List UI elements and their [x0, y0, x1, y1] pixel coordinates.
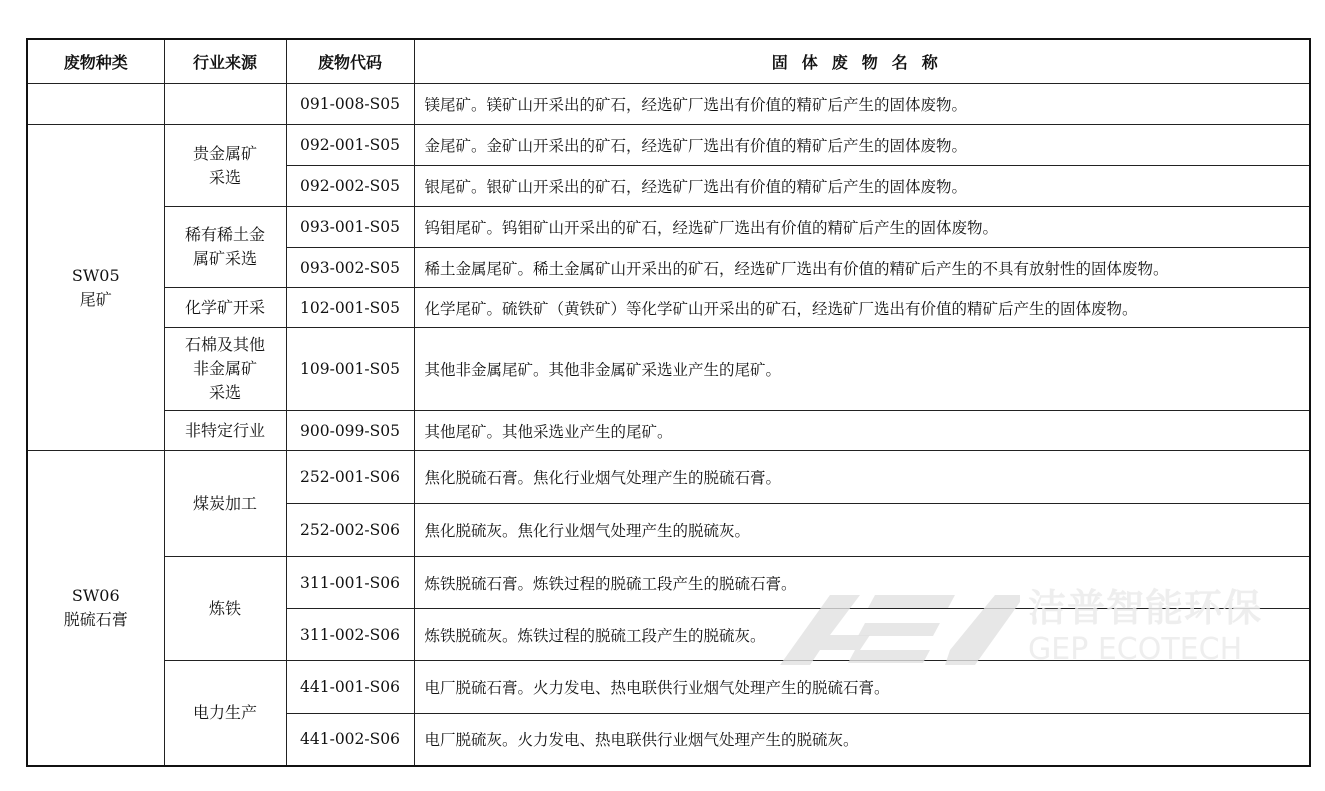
waste-category	[27, 451, 164, 766]
waste-name-text: 其他非金属尾矿。其他非金属矿采选业产生的尾矿。	[424, 361, 782, 379]
waste-code	[286, 557, 414, 609]
waste-name-text: 焦化脱硫灰。焦化行业烟气处理产生的脱硫灰。	[424, 522, 751, 540]
waste-code-text: 441-001-S06	[300, 678, 400, 696]
table-row	[27, 125, 1310, 166]
industry-source	[164, 125, 286, 207]
waste-category	[27, 84, 164, 125]
waste-name	[414, 504, 1310, 557]
waste-name	[414, 557, 1310, 609]
waste-code-text: 311-002-S06	[300, 625, 400, 644]
table-header-row	[27, 39, 1310, 84]
header-code-label: 废物代码	[317, 53, 382, 72]
waste-code-text: 252-002-S06	[300, 521, 400, 539]
header-name	[414, 39, 1310, 84]
waste-code	[286, 166, 414, 207]
industry-source-text: 贵金属矿 采选	[192, 143, 257, 187]
table-row	[27, 411, 1310, 451]
industry-source	[164, 557, 286, 661]
waste-code	[286, 661, 414, 714]
waste-name	[414, 609, 1310, 661]
industry-source	[164, 661, 286, 766]
waste-name-text: 电厂脱硫石膏。火力发电、热电联供行业烟气处理产生的脱硫石膏。	[424, 679, 890, 697]
waste-category	[27, 125, 164, 451]
watermark-cn: 洁普智能环保	[1028, 586, 1263, 630]
table-row	[27, 328, 1310, 411]
waste-code-text: 093-002-S05	[300, 258, 400, 277]
waste-code-text: 109-001-S05	[300, 360, 400, 378]
waste-name-text: 电厂脱硫灰。火力发电、热电联供行业烟气处理产生的脱硫灰。	[424, 731, 859, 750]
waste-name-text: 钨钼尾矿。钨钼矿山开采出的矿石，经选矿厂选出有价值的精矿后产生的固体废物。	[424, 219, 999, 237]
waste-code	[286, 411, 414, 451]
waste-code-text: 311-001-S06	[300, 573, 400, 592]
waste-code-text: 093-001-S05	[300, 218, 400, 236]
waste-name-text: 化学尾矿。硫铁矿（黄铁矿）等化学矿山开采出的矿石，经选矿厂选出有价值的精矿后产生的固体废物。	[424, 299, 1138, 318]
header-source-label: 行业来源	[192, 53, 257, 72]
waste-name-text: 镁尾矿。镁矿山开采出的矿石，经选矿厂选出有价值的精矿后产生的固体废物。	[424, 96, 968, 114]
industry-source	[164, 288, 286, 328]
watermark-en: GEP ECOTECH	[1028, 632, 1243, 667]
industry-source	[164, 207, 286, 288]
industry-source-text: 稀有稀土金 属矿采选	[184, 225, 265, 268]
waste-code	[286, 714, 414, 766]
waste-code-text: 102-001-S05	[300, 298, 400, 317]
waste-name-text: 金尾矿。金矿山开采出的矿石，经选矿厂选出有价值的精矿后产生的固体废物。	[424, 137, 968, 155]
table-row	[27, 207, 1310, 248]
waste-name	[414, 328, 1310, 411]
waste-code-text: 091-008-S05	[300, 95, 400, 113]
waste-name	[414, 125, 1310, 166]
waste-name-text: 银尾矿。银矿山开采出的矿石，经选矿厂选出有价值的精矿后产生的固体废物。	[424, 178, 968, 196]
industry-source-text: 非特定行业	[184, 420, 265, 440]
waste-name-text: 焦化脱硫石膏。焦化行业烟气处理产生的脱硫石膏。	[424, 469, 782, 487]
waste-name	[414, 661, 1310, 714]
header-name-label: 固体废物名称	[771, 53, 952, 72]
waste-code	[286, 125, 414, 166]
waste-name	[414, 248, 1310, 288]
waste-code-text: 252-001-S06	[300, 468, 400, 486]
waste-name	[414, 84, 1310, 125]
header-source	[164, 39, 286, 84]
waste-code-text: 441-002-S06	[300, 730, 400, 749]
table-row	[27, 661, 1310, 714]
waste-category-text: SW05 尾矿	[71, 265, 120, 309]
waste-name-text: 炼铁脱硫灰。炼铁过程的脱硫工段产生的脱硫灰。	[424, 626, 766, 645]
industry-source-text: 化学矿开采	[184, 297, 265, 317]
industry-source-text: 电力生产	[192, 702, 257, 722]
waste-code	[286, 609, 414, 661]
header-category	[27, 39, 164, 84]
industry-source	[164, 411, 286, 451]
waste-name	[414, 207, 1310, 248]
waste-code	[286, 207, 414, 248]
waste-name	[414, 451, 1310, 504]
waste-name-text: 稀土金属尾矿。稀土金属矿山开采出的矿石，经选矿厂选出有价值的精矿后产生的不具有放射性的固体废物。	[424, 259, 1169, 278]
waste-name	[414, 166, 1310, 207]
waste-code	[286, 84, 414, 125]
header-category-label: 废物种类	[63, 53, 128, 72]
waste-code	[286, 451, 414, 504]
solid-waste-table	[26, 38, 1311, 767]
waste-name-text: 炼铁脱硫石膏。炼铁过程的脱硫工段产生的脱硫石膏。	[424, 574, 797, 593]
industry-source	[164, 451, 286, 557]
industry-source	[164, 84, 286, 125]
industry-source-text: 石棉及其他 非金属矿 采选	[184, 335, 265, 402]
industry-source-text: 炼铁	[208, 598, 241, 618]
table-row	[27, 557, 1310, 609]
industry-source-text: 煤炭加工	[192, 493, 257, 513]
table-row	[27, 288, 1310, 328]
header-code	[286, 39, 414, 84]
waste-name	[414, 714, 1310, 766]
waste-code-text: 092-001-S05	[300, 136, 400, 154]
table-row	[27, 84, 1310, 125]
table-row	[27, 451, 1310, 504]
waste-name	[414, 288, 1310, 328]
waste-category-text: SW06 脱硫石膏	[63, 585, 128, 629]
industry-source	[164, 328, 286, 411]
waste-code	[286, 328, 414, 411]
waste-name	[414, 411, 1310, 451]
waste-code	[286, 504, 414, 557]
waste-code-text: 092-002-S05	[300, 177, 400, 195]
waste-code-text: 900-099-S05	[300, 421, 400, 440]
waste-name-text: 其他尾矿。其他采选业产生的尾矿。	[424, 422, 673, 441]
waste-code	[286, 248, 414, 288]
waste-code	[286, 288, 414, 328]
